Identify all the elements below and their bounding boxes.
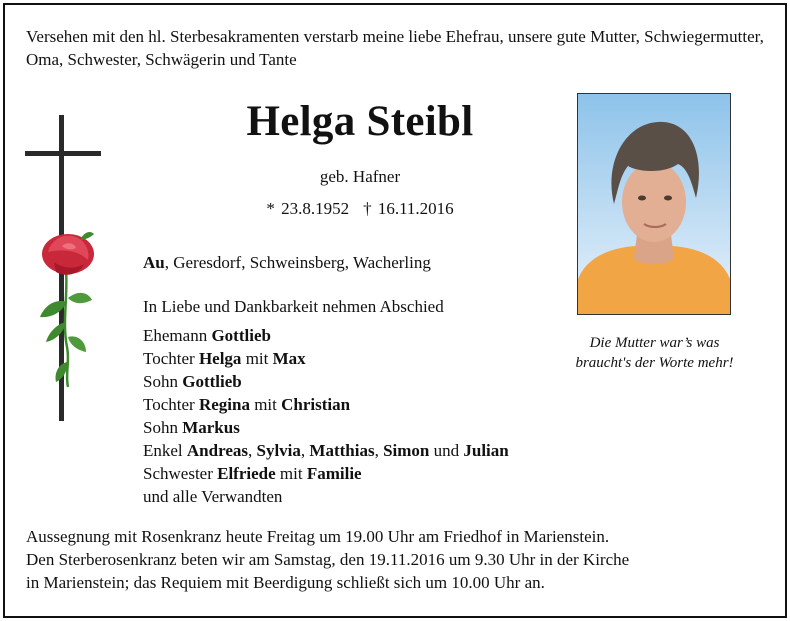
rose-bud-leaf xyxy=(80,232,94,240)
mourner-line: Enkel Andreas, Sylvia, Matthias, Simon und Julian xyxy=(143,441,509,460)
mourner-line: Ehemann Gottlieb xyxy=(143,326,271,345)
rose-leaf xyxy=(68,293,92,303)
mourner-line: Sohn Gottlieb xyxy=(143,372,242,391)
mourner-line: Tochter Regina mit Christian xyxy=(143,395,351,414)
portrait-illustration xyxy=(578,94,730,314)
farewell-text: In Liebe und Dankbarkeit nehmen Abschied xyxy=(143,297,444,316)
mourner-line: Schwester Elfriede mit Familie xyxy=(143,464,362,483)
portrait-face xyxy=(622,162,686,242)
death-date: † 16.11.2016 xyxy=(363,199,454,218)
ceremony-line: Aussegnung mit Rosenkranz heute Freitag um 19.00 Uhr am Friedhof in Marienstein. xyxy=(26,527,610,546)
ceremony-info xyxy=(26,525,776,594)
life-dates xyxy=(130,199,590,219)
quote-line: braucht's der Worte mehr! xyxy=(575,355,734,371)
mourner-line: Sohn Markus xyxy=(143,418,240,437)
cross-horizontal-beam xyxy=(25,151,101,156)
ceremony-line: in Marienstein; das Requiem mit Beerdigung schließt sich um 10.00 Uhr an. xyxy=(26,573,545,592)
places-line xyxy=(143,253,431,273)
birth-date: * 23.8.1952 xyxy=(266,199,350,218)
maiden-name: geb. Hafner xyxy=(319,167,401,186)
intro-text: Versehen mit den hl. Sterbesakramenten verstarb meine liebe Ehefrau, unsere gute Mutter, Schwiegermutter, Oma, Schwester, Schwägerin und Tante xyxy=(26,27,764,69)
place-main: Au xyxy=(143,253,165,272)
cross-with-rose-illustration xyxy=(22,112,104,424)
mourner-line: Tochter Helga mit Max xyxy=(143,349,306,368)
ceremony-line: Den Sterberosenkranz beten wir am Samstag, den 19.11.2016 um 9.30 Uhr in der Kirche xyxy=(26,550,630,569)
places-rest: , Geresdorf, Schweinsberg, Wacherling xyxy=(164,253,431,272)
mourners-list xyxy=(143,324,509,508)
rose-leaf xyxy=(68,336,86,352)
quote-line: Die Mutter war’s was xyxy=(589,335,720,351)
mourner-line: und alle Verwandten xyxy=(143,487,283,506)
quote xyxy=(552,333,757,373)
portrait-photo xyxy=(577,93,731,315)
deceased-name: Helga Steibl xyxy=(246,98,474,145)
